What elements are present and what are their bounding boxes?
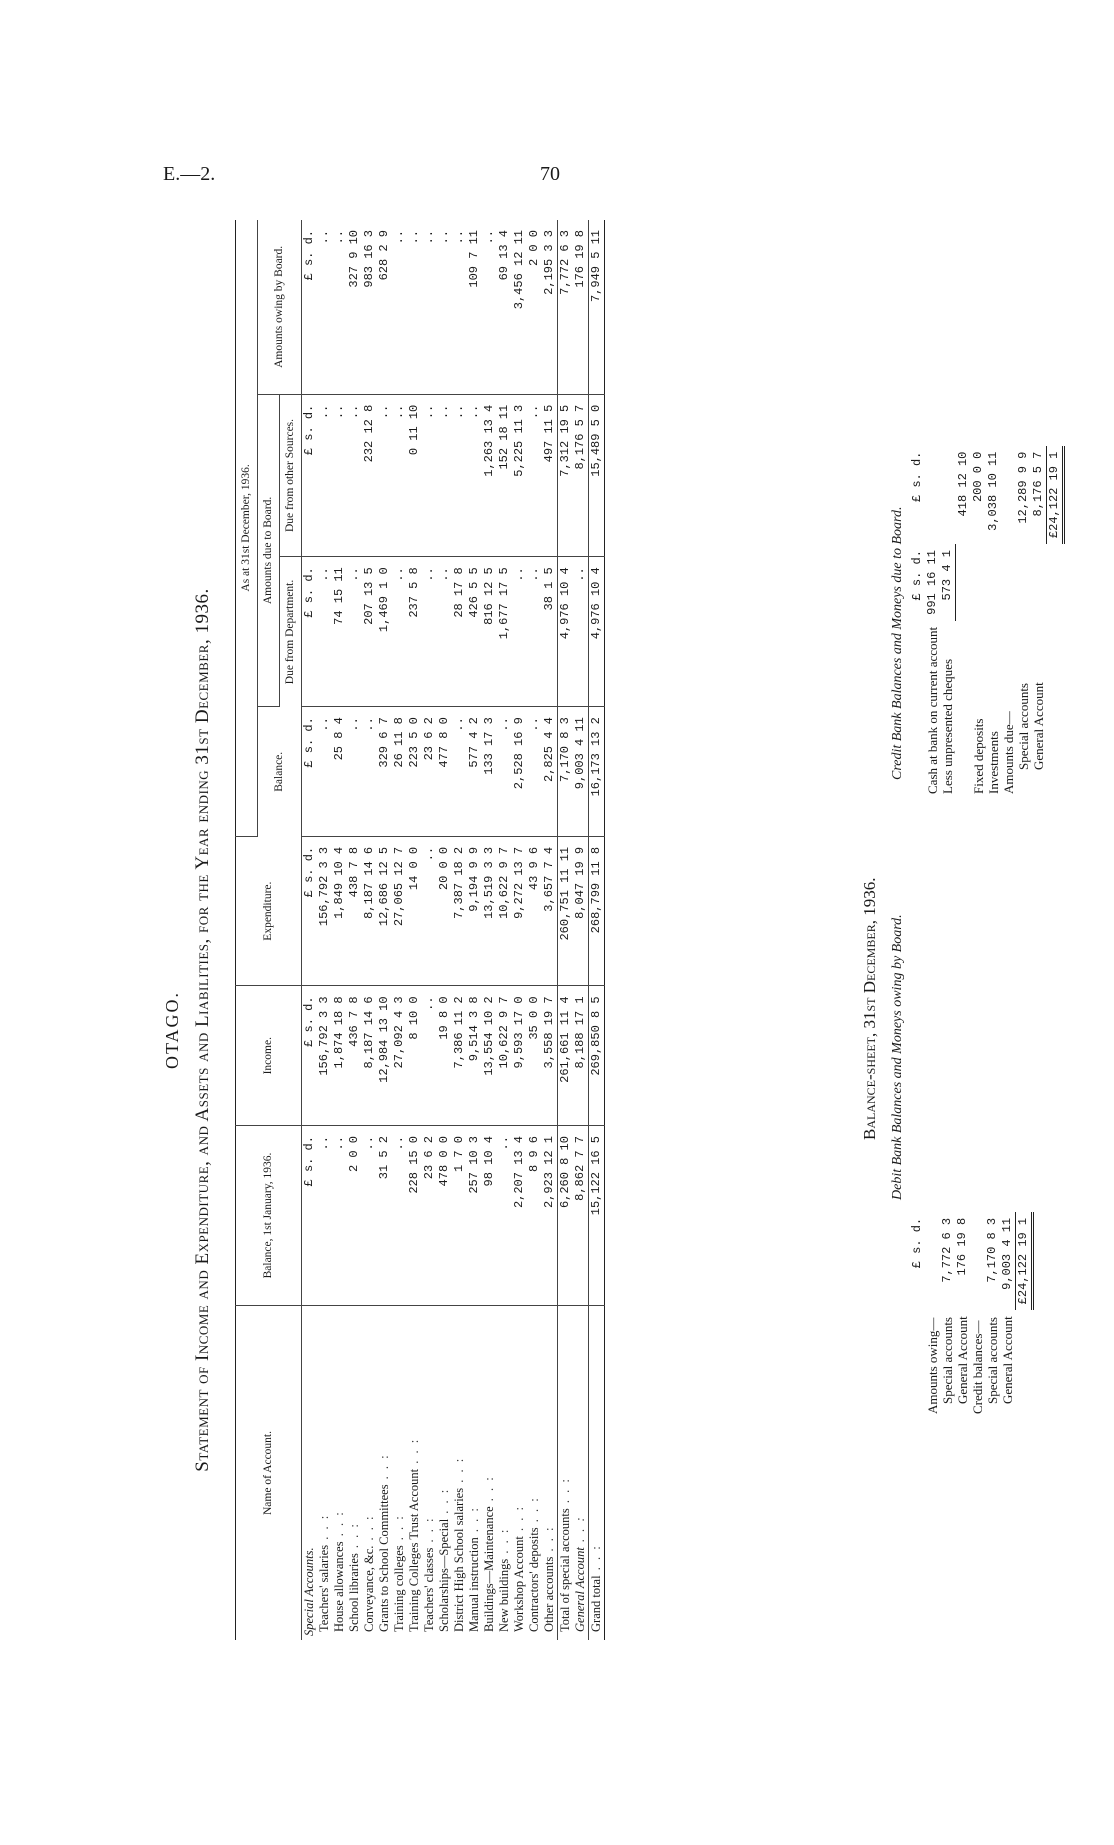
- cell-opening: 15,122 16 5: [589, 1126, 605, 1306]
- cell-due-other: ..: [332, 394, 347, 557]
- cell-due-dept: ..: [527, 557, 542, 707]
- item-label: General Account: [1000, 1316, 1016, 1404]
- debit-total: £24,122 19 1: [1016, 1212, 1033, 1310]
- cell-income: 7,386 11 2: [452, 986, 467, 1126]
- cell-opening: 2,207 13 4: [512, 1126, 527, 1306]
- statement-heading: Statement of Income and Expenditure, and Assets and Liabilities, for the Year ending 31st December, 1936.: [192, 588, 213, 1472]
- cell-owing: ..: [452, 220, 467, 394]
- cell-balance: ..: [317, 707, 332, 837]
- header-owing: Amounts owing by Board.: [258, 220, 302, 394]
- cell-due-dept: ..: [573, 557, 589, 707]
- cell-due-dept: 1,469 1 0: [377, 557, 392, 707]
- cell-balance: 9,003 4 11: [573, 707, 589, 837]
- table-row: [512, 220, 527, 1640]
- header-due-to-board: Amounts due to Board.: [258, 394, 280, 706]
- item-label: General Account: [955, 1316, 970, 1404]
- table-row: [482, 220, 497, 1640]
- list-item: [971, 446, 986, 800]
- cell-expenditure: 3,657 7 4: [542, 836, 558, 986]
- item-value: 7,170 8 3: [985, 1217, 999, 1283]
- units-label: £ s. d.: [302, 707, 318, 837]
- cell-due-dept: 38 1 5: [542, 557, 558, 707]
- cell-income: 3,558 19 7: [542, 986, 558, 1126]
- cell-due-other: 15,489 5 0: [589, 394, 605, 557]
- cell-opening: ..: [332, 1126, 347, 1306]
- cell-opening: 478 0 0: [437, 1126, 452, 1306]
- cell-due-dept: ..: [347, 557, 362, 707]
- units-label: £ s. d.: [302, 836, 318, 986]
- header-opening: Balance, 1st January, 1936.: [236, 1126, 302, 1306]
- units-label: £ s. d.: [302, 220, 318, 394]
- account-name: Other accounts . . :: [542, 1306, 558, 1641]
- item-subvalue: [1031, 544, 1047, 621]
- cell-opening: 6,260 8 10: [558, 1126, 574, 1306]
- list-item: [1031, 446, 1047, 800]
- cell-due-dept: 426 5 5: [467, 557, 482, 707]
- cell-expenditure: 12,686 12 5: [377, 836, 392, 986]
- cell-due-other: ..: [527, 394, 542, 557]
- cell-due-dept: 207 13 5: [362, 557, 377, 707]
- cell-income: ..: [422, 986, 437, 1126]
- account-name: District High School salaries . . :: [452, 1306, 467, 1641]
- units-label: £ s. d.: [910, 550, 924, 601]
- account-name: Training Colleges Trust Account . . :: [407, 1306, 422, 1641]
- table-row: [362, 220, 377, 1640]
- cell-balance: ..: [497, 707, 512, 837]
- cell-income: 156,792 3 3: [317, 986, 332, 1126]
- list-item: [986, 446, 1001, 800]
- cell-expenditure: 260,751 11 11: [558, 836, 574, 986]
- cell-opening: 23 6 2: [422, 1126, 437, 1306]
- units-label: £ s. d.: [302, 557, 318, 707]
- cell-due-other: ..: [347, 394, 362, 557]
- item-value: [940, 446, 956, 544]
- cell-due-other: ..: [452, 394, 467, 557]
- cell-income: 8 10 0: [407, 986, 422, 1126]
- cell-opening: ..: [497, 1126, 512, 1306]
- cell-opening: 257 10 3: [467, 1126, 482, 1306]
- cell-owing: 69 13 4: [497, 220, 512, 394]
- item-value: 200 0 0: [970, 451, 985, 503]
- account-name: Total of special accounts . . :: [558, 1306, 574, 1641]
- item-value: 3,038 10 11: [985, 451, 1000, 531]
- cell-owing: ..: [437, 220, 452, 394]
- cell-opening: ..: [392, 1126, 407, 1306]
- general-account-row: [573, 220, 589, 1640]
- account-name: Manual instruction . . :: [467, 1306, 482, 1641]
- account-name: Training colleges . . :: [392, 1306, 407, 1641]
- cell-due-dept: ..: [512, 557, 527, 707]
- cell-due-other: 7,312 19 5: [558, 394, 574, 557]
- item-label: Credit balances—: [970, 1320, 985, 1414]
- item-value: 9,003 4 11: [1000, 1217, 1014, 1290]
- item-label: Less unpresented cheques: [940, 658, 956, 794]
- cell-expenditure: 43 9 6: [527, 836, 542, 986]
- item-value: 8,176 5 7: [1030, 451, 1045, 517]
- cell-balance: ..: [362, 707, 377, 837]
- rotated-content: [140, 220, 1114, 1840]
- account-name: Grants to School Committees . . :: [377, 1306, 392, 1641]
- account-name: Conveyance, &c. . . :: [362, 1306, 377, 1641]
- units-label: £ s. d.: [302, 1126, 318, 1306]
- item-value: [925, 1212, 940, 1310]
- cell-due-other: 152 18 11: [497, 394, 512, 557]
- cell-expenditure: 8,187 14 6: [362, 836, 377, 986]
- cell-expenditure: 8,047 19 9: [573, 836, 589, 986]
- cell-due-dept: 1,677 17 5: [497, 557, 512, 707]
- item-value: 7,772 6 3: [940, 1217, 954, 1283]
- cell-income: 19 8 0: [437, 986, 452, 1126]
- section-row: [302, 220, 318, 1640]
- account-name: Contractors' deposits . . :: [527, 1306, 542, 1641]
- units-label: £ s. d.: [910, 451, 924, 503]
- table-row: [437, 220, 452, 1640]
- list-item: [1016, 446, 1031, 800]
- cell-due-other: ..: [422, 394, 437, 557]
- list-item: [925, 1212, 940, 1420]
- table-row: [407, 220, 422, 1640]
- cell-income: 436 7 8: [347, 986, 362, 1126]
- cell-due-dept: ..: [317, 557, 332, 707]
- debit-table: [910, 1212, 1034, 1420]
- account-name: Scholarships—Special . . :: [437, 1306, 452, 1641]
- cell-opening: 31 5 2: [377, 1126, 392, 1306]
- cell-income: 1,874 18 8: [332, 986, 347, 1126]
- cell-balance: 577 4 2: [467, 707, 482, 837]
- cell-owing: 983 16 3: [362, 220, 377, 394]
- cell-expenditure: 13,519 3 3: [482, 836, 497, 986]
- cell-opening: 2 0 0: [347, 1126, 362, 1306]
- cell-balance: 26 11 8: [392, 707, 407, 837]
- cell-income: 8,188 17 1: [573, 986, 589, 1126]
- header-name: Name of Account.: [236, 1306, 302, 1641]
- cell-owing: 109 7 11: [467, 220, 482, 394]
- cell-expenditure: 438 7 8: [347, 836, 362, 986]
- cell-expenditure: 27,065 12 7: [392, 836, 407, 986]
- credit-table: [910, 446, 1065, 800]
- cell-owing: 628 2 9: [377, 220, 392, 394]
- list-item: [955, 1212, 970, 1420]
- item-subvalue: [1001, 544, 1016, 621]
- total-special-row: [558, 220, 574, 1640]
- cell-opening: 1 7 0: [452, 1126, 467, 1306]
- account-name: School libraries . . :: [347, 1306, 362, 1641]
- account-name: New buildings . . :: [497, 1306, 512, 1641]
- cell-owing: ..: [317, 220, 332, 394]
- units-label: £ s. d.: [302, 394, 318, 557]
- page-number: 70: [540, 163, 560, 185]
- cell-due-other: ..: [377, 394, 392, 557]
- list-item: [956, 446, 971, 800]
- item-value: 176 19 8: [955, 1217, 969, 1276]
- section-heading: Special Accounts.: [302, 1547, 316, 1636]
- item-label: Amounts due—: [1000, 711, 1016, 794]
- item-value: [925, 446, 940, 544]
- credit-heading: Credit Bank Balances and Moneys due to Board.: [890, 506, 905, 780]
- cell-owing: 7,949 5 11: [589, 220, 605, 394]
- cell-due-other: 5,225 11 3: [512, 394, 527, 557]
- item-subvalue: [986, 544, 1001, 621]
- cell-expenditure: 7,387 18 2: [452, 836, 467, 986]
- cell-balance: 7,170 8 3: [558, 707, 574, 837]
- credit-total: £24,122 19 1: [1046, 446, 1063, 544]
- units-label: £ s. d.: [910, 1217, 924, 1269]
- account-name: Teachers' classes . . :: [422, 1306, 437, 1641]
- debit-total-row: [1016, 1212, 1033, 1420]
- cell-income: 269,850 8 5: [589, 986, 605, 1126]
- account-name: Buildings—Maintenance . . :: [482, 1306, 497, 1641]
- cell-due-dept: ..: [437, 557, 452, 707]
- item-value: 418 12 10: [955, 451, 970, 517]
- credit-total-row: [1046, 446, 1063, 800]
- cell-owing: ..: [332, 220, 347, 394]
- cell-expenditure: 1,849 10 4: [332, 836, 347, 986]
- cell-due-other: ..: [317, 394, 332, 557]
- table-row: [332, 220, 347, 1640]
- cell-due-dept: 28 17 8: [452, 557, 467, 707]
- cell-due-other: 8,176 5 7: [573, 394, 589, 557]
- cell-balance: 23 6 2: [422, 707, 437, 837]
- units-label: £ s. d.: [302, 986, 318, 1126]
- cell-due-dept: 237 5 8: [407, 557, 422, 707]
- cell-owing: 2 0 0: [527, 220, 542, 394]
- cell-owing: ..: [482, 220, 497, 394]
- cell-income: 8,187 14 6: [362, 986, 377, 1126]
- cell-due-dept: ..: [392, 557, 407, 707]
- region-heading: OTAGO.: [162, 990, 182, 1070]
- cell-expenditure: ..: [422, 836, 437, 986]
- account-name: Teachers' salaries . . :: [317, 1306, 332, 1641]
- list-item: [985, 1212, 1000, 1420]
- cell-due-other: 497 11 5: [542, 394, 558, 557]
- list-item: [940, 446, 956, 800]
- cell-opening: 2,923 12 1: [542, 1126, 558, 1306]
- cell-due-other: ..: [392, 394, 407, 557]
- item-label: Special accounts: [940, 1317, 955, 1404]
- item-subvalue: [956, 544, 971, 621]
- item-label: Special accounts: [1015, 683, 1031, 770]
- cell-owing: ..: [392, 220, 407, 394]
- cell-balance: 133 17 3: [482, 707, 497, 837]
- cell-due-dept: 4,976 10 4: [558, 557, 574, 707]
- item-subvalue: [971, 544, 986, 621]
- list-item: [1001, 446, 1016, 800]
- list-item: [940, 1212, 955, 1420]
- table-row: [392, 220, 407, 1640]
- cell-owing: ..: [407, 220, 422, 394]
- cell-due-dept: ..: [422, 557, 437, 707]
- cell-balance: 2,528 16 9: [512, 707, 527, 837]
- cell-opening: ..: [317, 1126, 332, 1306]
- cell-opening: 228 15 0: [407, 1126, 422, 1306]
- cell-opening: 8,862 7 7: [573, 1126, 589, 1306]
- cell-due-other: 1,263 13 4: [482, 394, 497, 557]
- header-expenditure: Expenditure.: [236, 836, 302, 986]
- cell-owing: 3,456 12 11: [512, 220, 527, 394]
- cell-opening: 8 9 6: [527, 1126, 542, 1306]
- table-row: [542, 220, 558, 1640]
- cell-income: 261,661 11 4: [558, 986, 574, 1126]
- cell-owing: 7,772 6 3: [558, 220, 574, 394]
- header-as-at: As at 31st December, 1936.: [236, 220, 258, 836]
- cell-due-dept: 816 12 5: [482, 557, 497, 707]
- page-code: E.—2.: [163, 163, 216, 185]
- header-due-other: Due from other Sources.: [280, 394, 302, 557]
- list-item: [970, 1212, 985, 1420]
- table-row: [347, 220, 362, 1640]
- cell-owing: ..: [422, 220, 437, 394]
- table-row: [317, 220, 332, 1640]
- statement-table: [235, 220, 605, 1640]
- cell-expenditure: 156,792 3 3: [317, 836, 332, 986]
- cell-expenditure: 10,622 9 7: [497, 836, 512, 986]
- item-value: [970, 1212, 985, 1310]
- cell-expenditure: 268,799 11 8: [589, 836, 605, 986]
- item-label: Fixed deposits: [970, 718, 986, 794]
- cell-due-other: 232 12 8: [362, 394, 377, 557]
- cell-balance: 2,825 4 4: [542, 707, 558, 837]
- cell-balance: 329 6 7: [377, 707, 392, 837]
- cell-income: 12,984 13 10: [377, 986, 392, 1126]
- cell-due-other: ..: [437, 394, 452, 557]
- account-name: Workshop Account . . :: [512, 1306, 527, 1641]
- cell-balance: ..: [527, 707, 542, 837]
- cell-due-other: 0 11 10: [407, 394, 422, 557]
- cell-expenditure: 9,272 13 7: [512, 836, 527, 986]
- cell-income: 10,622 9 7: [497, 986, 512, 1126]
- item-subvalue: 991 16 11: [925, 550, 939, 615]
- debit-heading: Debit Bank Balances and Moneys owing by Board.: [890, 914, 905, 1200]
- cell-balance: 477 8 0: [437, 707, 452, 837]
- cell-owing: 2,195 3 3: [542, 220, 558, 394]
- cell-income: 35 0 0: [527, 986, 542, 1126]
- grand-total-row: [589, 220, 605, 1640]
- account-name: Grand total . . :: [589, 1306, 605, 1641]
- cell-balance: 223 5 0: [407, 707, 422, 837]
- cell-balance: ..: [347, 707, 362, 837]
- cell-income: 9,514 3 8: [467, 986, 482, 1126]
- balance-sheet-title: Balance-sheet, 31st December, 1936.: [860, 877, 879, 1140]
- cell-owing: 176 19 8: [573, 220, 589, 394]
- cell-income: 9,593 17 0: [512, 986, 527, 1126]
- cell-due-dept: 4,976 10 4: [589, 557, 605, 707]
- cell-expenditure: 9,194 9 9: [467, 836, 482, 986]
- cell-income: 27,092 4 3: [392, 986, 407, 1126]
- table-row: [527, 220, 542, 1640]
- table-row: [452, 220, 467, 1640]
- account-name: House allowances . . :: [332, 1306, 347, 1641]
- list-item: [1000, 1212, 1016, 1420]
- cell-balance: ..: [452, 707, 467, 837]
- item-label: Cash at bank on current account: [925, 626, 940, 794]
- cell-income: 13,554 10 2: [482, 986, 497, 1126]
- table-row: [467, 220, 482, 1640]
- cell-due-other: ..: [467, 394, 482, 557]
- cell-due-dept: 74 15 11: [332, 557, 347, 707]
- item-label: Special accounts: [985, 1317, 1000, 1404]
- cell-opening: ..: [362, 1126, 377, 1306]
- item-value: 12,289 9 9: [1015, 451, 1030, 524]
- item-label: [956, 621, 971, 800]
- item-value: [1001, 446, 1016, 544]
- table-row: [377, 220, 392, 1640]
- header-income: Income.: [236, 986, 302, 1126]
- header-due-dept: Due from Department.: [280, 557, 302, 707]
- cell-balance: 25 8 4: [332, 707, 347, 837]
- item-subvalue: 573 4 1: [940, 544, 956, 621]
- cell-balance: 16,173 13 2: [589, 707, 605, 837]
- cell-expenditure: 20 0 0: [437, 836, 452, 986]
- item-label: Amounts owing—: [925, 1317, 940, 1414]
- item-subvalue: [1016, 544, 1031, 621]
- header-balance: Balance.: [258, 707, 302, 837]
- table-row: [497, 220, 512, 1640]
- cell-owing: 327 9 10: [347, 220, 362, 394]
- account-name: General Account . . :: [573, 1306, 589, 1641]
- item-label: Investments: [985, 731, 1001, 794]
- list-item: [925, 446, 940, 800]
- item-label: General Account: [1030, 682, 1046, 770]
- cell-opening: 98 10 4: [482, 1126, 497, 1306]
- cell-expenditure: 14 0 0: [407, 836, 422, 986]
- table-row: [422, 220, 437, 1640]
